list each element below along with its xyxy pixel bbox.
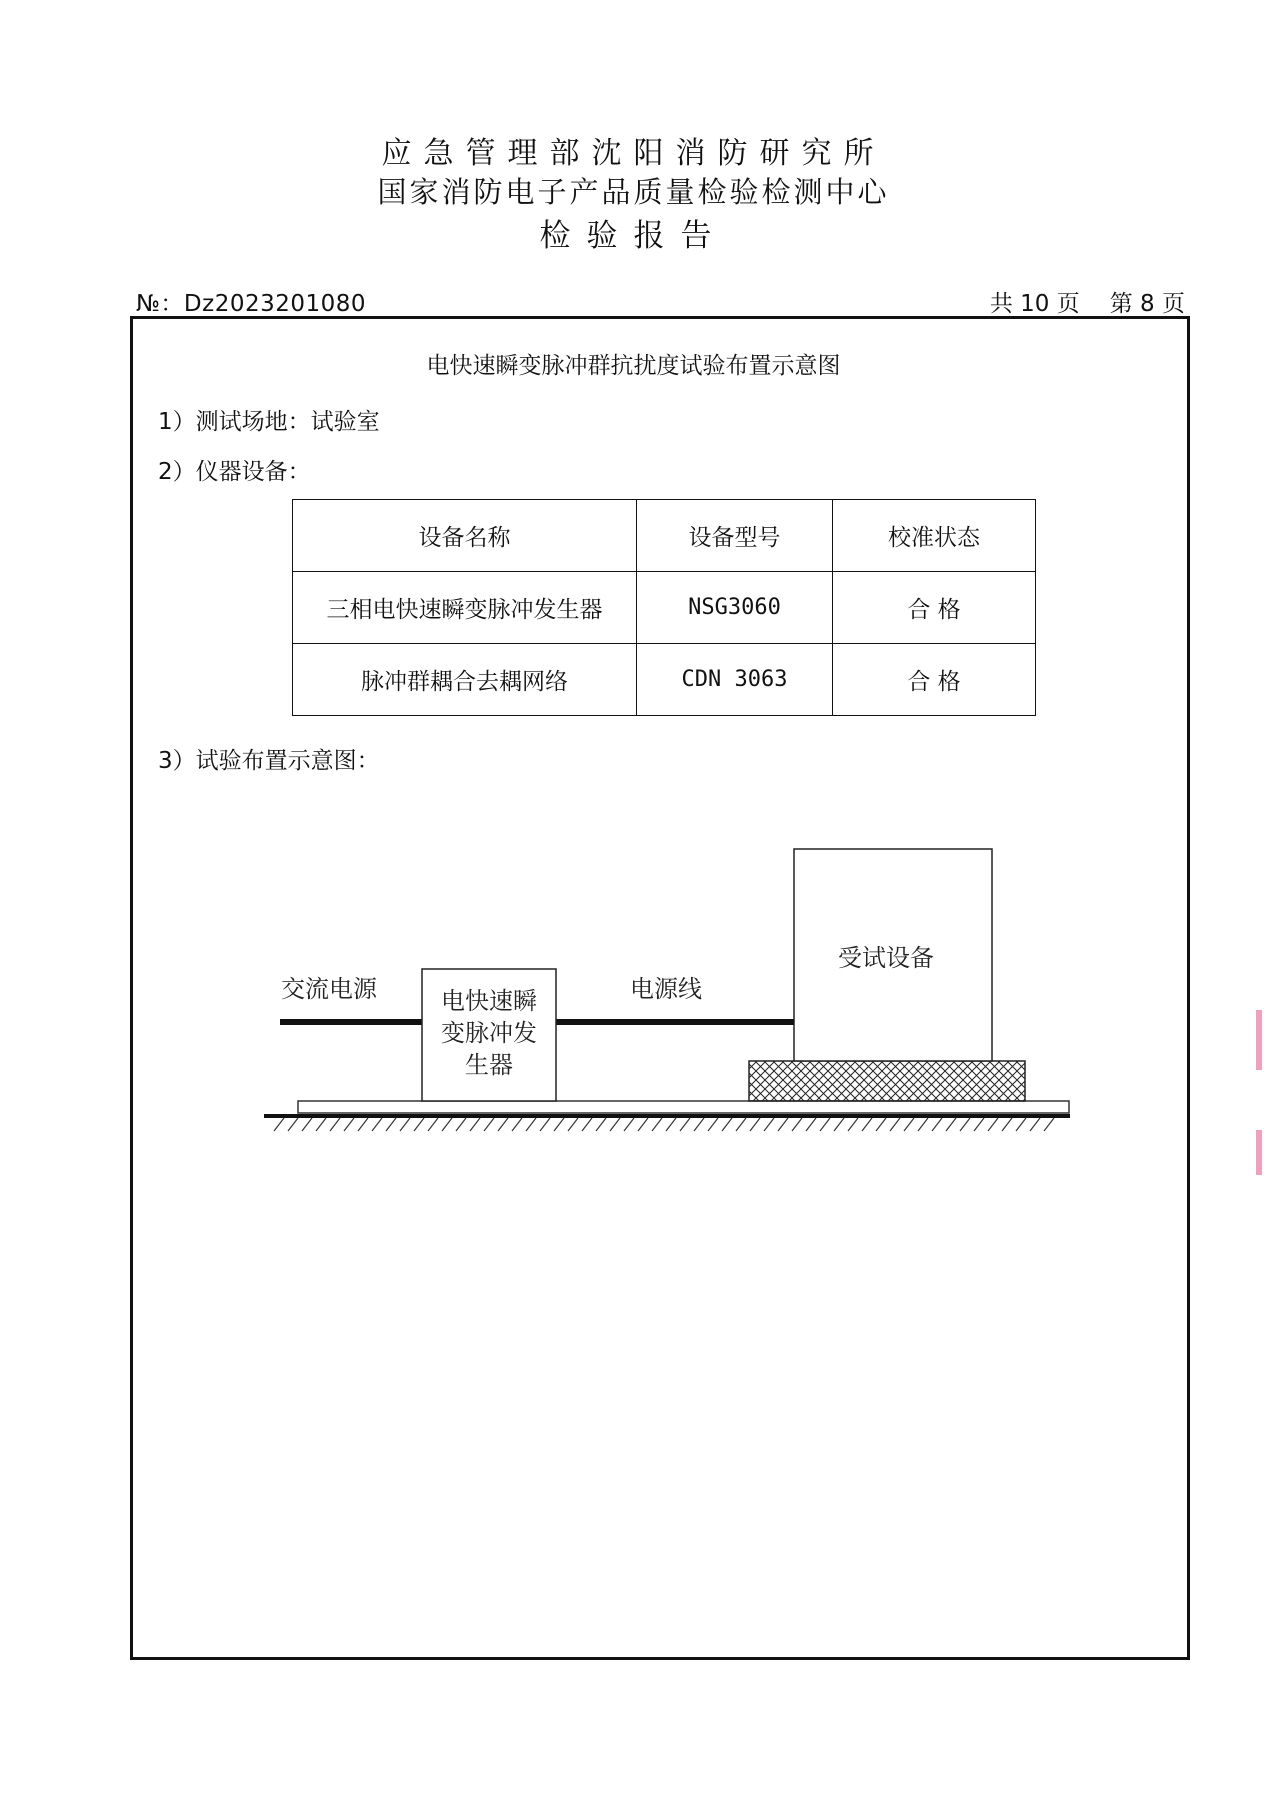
ground-hatch-mark xyxy=(694,1118,704,1131)
ground-hatch-mark xyxy=(316,1118,326,1131)
ground-hatch-mark xyxy=(456,1118,466,1131)
ground-hatch-mark xyxy=(596,1118,606,1131)
ground-hatch-mark xyxy=(484,1118,494,1131)
ground-hatch-mark xyxy=(750,1118,760,1131)
red-stamp-edge xyxy=(1256,1130,1262,1175)
generator-label: 生器 xyxy=(465,1051,513,1079)
ground-hatch-mark xyxy=(540,1118,550,1131)
ground-hatch-mark xyxy=(862,1118,872,1131)
ground-hatch-mark xyxy=(932,1118,942,1131)
report-number: №：Dz2023201080 xyxy=(136,291,367,317)
center-name: 国家消防电子产品质量检验检测中心 xyxy=(377,175,890,209)
ground-hatch-mark xyxy=(428,1118,438,1131)
ground-hatch-mark xyxy=(358,1118,368,1131)
ground-hatch-mark xyxy=(666,1118,676,1131)
ground-hatch-mark xyxy=(820,1118,830,1131)
test-site-item: 1）测试场地：试验室 xyxy=(158,409,380,435)
ground-hatch-mark xyxy=(372,1118,382,1131)
ground-hatch-mark xyxy=(652,1118,662,1131)
ground-hatch-mark xyxy=(582,1118,592,1131)
ground-hatch-mark xyxy=(386,1118,396,1131)
ground-hatch-mark xyxy=(946,1118,956,1131)
section-title: 电快速瞬变脉冲群抗扰度试验布置示意图 xyxy=(426,353,841,379)
ground-hatch-mark xyxy=(470,1118,480,1131)
table-cell: CDN 3063 xyxy=(637,644,833,716)
ground-hatch-mark xyxy=(792,1118,802,1131)
ground-hatch-mark xyxy=(302,1118,312,1131)
ground-hatch-mark xyxy=(722,1118,732,1131)
ground-hatch-mark xyxy=(778,1118,788,1131)
power-cable-label: 电源线 xyxy=(630,975,702,1003)
table-header-cell: 设备型号 xyxy=(637,500,833,572)
ground-hatch-mark xyxy=(764,1118,774,1131)
ground-hatch-mark xyxy=(876,1118,886,1131)
table-header-cell: 设备名称 xyxy=(293,500,637,572)
ground-hatch-mark xyxy=(1016,1118,1026,1131)
table-header-cell: 校准状态 xyxy=(833,500,1036,572)
ground-hatch-mark xyxy=(638,1118,648,1131)
ground-hatch-mark xyxy=(568,1118,578,1131)
ground-hatch-mark xyxy=(414,1118,424,1131)
ground-hatch-mark xyxy=(442,1118,452,1131)
ground-hatch-mark xyxy=(624,1118,634,1131)
ground-hatch-mark xyxy=(736,1118,746,1131)
ground-hatch-mark xyxy=(498,1118,508,1131)
total-pages: 共 10 页 xyxy=(989,291,1080,317)
table-cell: 脉冲群耦合去耦网络 xyxy=(293,644,637,716)
ground-hatch-mark xyxy=(344,1118,354,1131)
ground-hatch-mark xyxy=(610,1118,620,1131)
ground-hatch-mark xyxy=(680,1118,690,1131)
ground-hatch-mark xyxy=(988,1118,998,1131)
ground-hatch-mark xyxy=(1002,1118,1012,1131)
ground-hatch-mark xyxy=(400,1118,410,1131)
ground-hatch-mark xyxy=(708,1118,718,1131)
ground-hatch-mark xyxy=(1030,1118,1040,1131)
ground-hatch-mark xyxy=(512,1118,522,1131)
table-cell: 合 格 xyxy=(833,644,1036,716)
ground-hatch-mark xyxy=(330,1118,340,1131)
generator-label: 电快速瞬 xyxy=(441,987,537,1015)
ground-hatch-mark xyxy=(526,1118,536,1131)
generator-label: 变脉冲发 xyxy=(441,1019,537,1047)
equipment-item: 2）仪器设备： xyxy=(158,459,311,485)
ground-hatch-mark xyxy=(274,1118,284,1131)
ground-hatch-mark xyxy=(554,1118,564,1131)
layout-diagram-item: 3）试验布置示意图： xyxy=(158,748,380,774)
ground-hatch-mark xyxy=(288,1118,298,1131)
insulating-support xyxy=(749,1061,1025,1101)
current-page: 第 8 页 xyxy=(1109,291,1185,317)
ground-hatch-mark xyxy=(806,1118,816,1131)
report-title: 检验报告 xyxy=(539,218,728,254)
ground-hatch-mark xyxy=(834,1118,844,1131)
reference-ground-plate xyxy=(298,1101,1069,1113)
ground-hatch-mark xyxy=(918,1118,928,1131)
eut-label: 受试设备 xyxy=(838,944,934,972)
institute-name: 应急管理部沈阳消防研究所 xyxy=(381,136,886,171)
red-stamp-edge xyxy=(1256,1010,1262,1070)
table-cell: NSG3060 xyxy=(637,572,833,644)
ground-hatch-mark xyxy=(890,1118,900,1131)
ground-hatch-mark xyxy=(974,1118,984,1131)
table-cell: 合 格 xyxy=(833,572,1036,644)
ground-hatch-mark xyxy=(904,1118,914,1131)
ground-hatch-mark xyxy=(960,1118,970,1131)
ac-power-label: 交流电源 xyxy=(281,975,377,1003)
ground-plane xyxy=(264,1116,1070,1131)
ground-hatch-mark xyxy=(848,1118,858,1131)
ground-hatch-mark xyxy=(1044,1118,1054,1131)
table-cell: 三相电快速瞬变脉冲发生器 xyxy=(293,572,637,644)
